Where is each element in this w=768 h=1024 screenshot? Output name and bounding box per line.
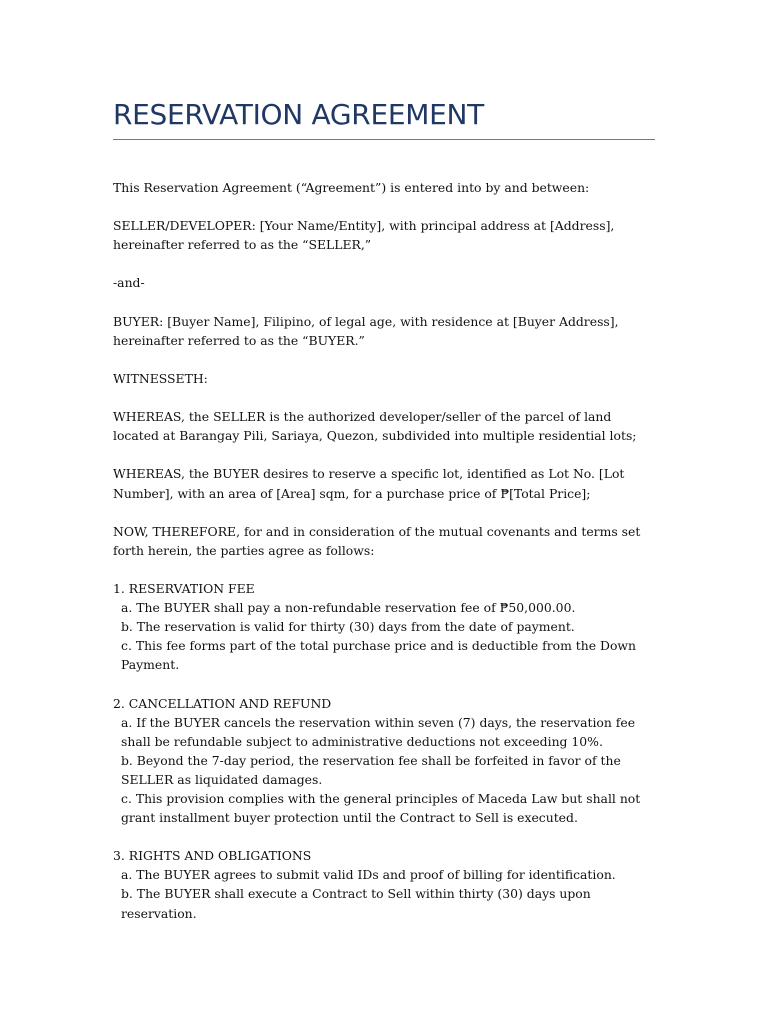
section-item: c. This provision complies with the general principles of Maceda Law but shall not grant installment buyer protection until the Contract to Sell is executed.: [121, 791, 641, 826]
whereas-paragraph-1: WHEREAS, the SELLER is the authorized developer/seller of the parcel of land located at Barangay Pili, Sariaya, Quezon, subdivided into multiple residential lots;: [113, 409, 637, 444]
section-item: a. The BUYER agrees to submit valid IDs and proof of billing for identification.: [121, 867, 616, 883]
section-item: b. The reservation is valid for thirty (30) days from the date of payment.: [121, 619, 575, 635]
document-title: RESERVATION AGREEMENT: [113, 98, 484, 131]
witnesseth-heading: WITNESSETH:: [113, 370, 208, 386]
section-heading: 2. CANCELLATION AND REFUND: [113, 695, 332, 711]
and-separator: -and-: [113, 275, 145, 291]
section-reservation-fee: [113, 579, 655, 674]
section-item: a. The BUYER shall pay a non-refundable reservation fee of ₱50,000.00.: [121, 600, 576, 616]
buyer-paragraph: BUYER: [Buyer Name], Filipino, of legal age, with residence at [Buyer Address], hereinafter referred to as the “BUYER.”: [113, 313, 619, 348]
section-item: b. The BUYER shall execute a Contract to Sell within thirty (30) days upon reservation.: [121, 886, 591, 921]
section-cancellation-refund: [113, 694, 655, 828]
section-rights-obligations: [113, 846, 655, 922]
section-heading: 3. RIGHTS AND OBLIGATIONS: [113, 848, 312, 864]
section-item: c. This fee forms part of the total purchase price and is deductible from the Down Payment.: [121, 638, 636, 673]
whereas-paragraph-2: WHEREAS, the BUYER desires to reserve a specific lot, identified as Lot No. [Lot Number], with an area of [Area] sqm, for a purchase price of ₱[Total Price];: [113, 466, 625, 501]
seller-paragraph: SELLER/DEVELOPER: [Your Name/Entity], with principal address at [Address], hereinafter referred to as the “SELLER,”: [113, 218, 615, 253]
document-body: [113, 178, 655, 942]
now-therefore-paragraph: NOW, THEREFORE, for and in consideration of the mutual covenants and terms set forth herein, the parties agree as follows:: [113, 523, 641, 558]
intro-paragraph: This Reservation Agreement (“Agreement”) is entered into by and between:: [113, 180, 590, 195]
title-divider: [113, 139, 655, 140]
section-heading: 1. RESERVATION FEE: [113, 580, 255, 596]
section-item: b. Beyond the 7-day period, the reservation fee shall be forfeited in favor of the SELLER as liquidated damages.: [121, 752, 621, 787]
section-item: a. If the BUYER cancels the reservation within seven (7) days, the reservation fee shall be refundable subject to administrative deductions not exceeding 10%.: [121, 714, 636, 749]
